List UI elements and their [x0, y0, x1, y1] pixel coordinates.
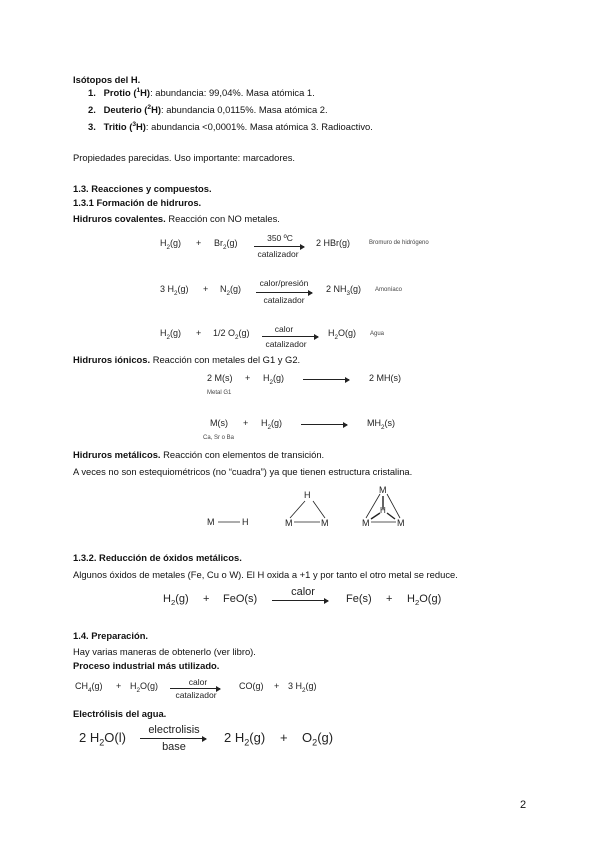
eq3-product: $H_2O(g)$: [328, 328, 357, 341]
eq3-product-name: Agua: [370, 331, 385, 337]
eq5-plus: +: [243, 418, 249, 428]
structure2-m-right: M: [321, 518, 329, 528]
eq8-product-h2: 2 $H_2(g)$: [224, 730, 266, 748]
eq2-condition-bottom: catalizador: [263, 295, 305, 305]
eq4-note: Metal G1: [207, 390, 232, 396]
eq2-reactant-n2: $N_2(g)$: [220, 284, 242, 297]
eq2-plus: +: [203, 284, 209, 294]
structure1-h: H: [242, 517, 249, 527]
structure3-m-left: M: [362, 518, 370, 528]
eq6-reactant-feo: FeO(s): [223, 593, 258, 605]
structure3-m-top: M: [379, 485, 387, 495]
ionic-line: Hidruros iónicos. Reacción con metales del G1 y G2.: [73, 354, 301, 365]
eq6-plus2: +: [386, 593, 393, 605]
section-1-3-heading: 1.3. Reacciones y compuestos.: [73, 183, 212, 194]
eq2-product: 2 $NH_3(g)$: [326, 284, 362, 297]
structure2-h: H: [304, 490, 311, 500]
eq8-condition-top: electrolisis: [148, 724, 200, 736]
structure3-h-center: H: [380, 506, 386, 515]
eq6-arrow: [272, 600, 328, 601]
isotope-item: 2. Deuterio ($^2$H): abundancia 0,0115%. Masa atómica 2.: [88, 103, 328, 115]
eq3-condition-top: calor: [274, 324, 294, 334]
eq7-plus: +: [116, 681, 122, 691]
eq8-reactant: 2 $H_2O(l)$: [79, 730, 126, 748]
eq5-product: $MH_2(s)$: [367, 418, 396, 431]
eq4-product: 2 MH(s): [369, 373, 401, 383]
isotopes-heading: Isótopos del H.: [73, 74, 141, 85]
eq7-product-h2: 3 $H_2(g)$: [288, 681, 317, 694]
eq5-note: Ca, Sr o Ba: [203, 435, 235, 441]
metallic-line: Hidruros metálicos. Reacción con elementos de transición.: [73, 449, 325, 460]
section-1-3-1-heading: 1.3.1 Formación de hidruros.: [73, 197, 202, 208]
eq7-condition-top: calor: [188, 677, 208, 687]
eq6-reactant-h2: $H_2(g)$: [163, 593, 189, 608]
eq1-product: 2 HBr(g): [316, 238, 351, 248]
eq2-reactant-h2: 3 $H_2(g)$: [160, 284, 189, 297]
eq7-product-co: CO(g): [239, 681, 264, 691]
metallic-line2: A veces no son estequiométricos (no “cuadra”) ya que tienen estructura cristalina.: [73, 466, 413, 477]
eq8-plus: +: [280, 730, 288, 745]
covalent-line: Hidruros covalentes. Reacción con NO metales.: [73, 213, 280, 224]
eq1-reactant-br2: $Br_2(g)$: [214, 238, 238, 251]
electrolysis-heading: Electrólisis del agua.: [73, 708, 167, 719]
eq6-plus: +: [203, 593, 210, 605]
eq1-plus: +: [196, 238, 202, 248]
isotope-item: 1. Protio ($^1$H): abundancia: 99,04%. Masa atómica 1.: [88, 86, 315, 98]
eq3-reactant-o2: 1/2 $O_2(g)$: [213, 328, 250, 341]
section-1-4-heading: 1.4. Preparación.: [73, 630, 149, 641]
structure1-m: M: [207, 517, 215, 527]
eq6-product-fe: Fe(s): [346, 593, 372, 605]
structure2-m-left: M: [285, 518, 293, 528]
eq8-arrow: [140, 738, 206, 739]
eq4-reactant-h2: $H_2(g)$: [263, 373, 285, 386]
eq7-arrow: [170, 688, 220, 689]
section-1-4-text: Hay varias maneras de obtenerlo (ver libro).: [73, 646, 256, 657]
eq6-condition-top: calor: [291, 586, 315, 598]
eq1-condition-bottom: catalizador: [257, 249, 299, 259]
eq6-product-h2o: $H_2O(g)$: [407, 593, 442, 608]
eq5-reactant-m: M(s): [210, 418, 228, 428]
page-number: 2: [520, 799, 527, 811]
eq5-reactant-h2: $H_2(g)$: [261, 418, 283, 431]
eq7-reactant-ch4: $CH_4(g)$: [75, 681, 103, 694]
eq3-plus: +: [196, 328, 202, 338]
eq2-condition-top: calor/presión: [259, 278, 309, 288]
eq7-condition-bottom: catalizador: [175, 690, 217, 700]
isotopes-properties: Propiedades parecidas. Uso importante: marcadores.: [73, 152, 295, 163]
eq4-reactant-m: 2 M(s): [207, 373, 233, 383]
section-1-3-2-text: Algunos óxidos de metales (Fe, Cu o W). El H oxida a +1 y por tanto el otro metal se reduce.: [73, 569, 458, 580]
eq1-condition-top: 350 ºC: [267, 233, 293, 243]
eq4-plus: +: [245, 373, 251, 383]
eq7-plus2: +: [274, 681, 280, 691]
eq2-product-name: Amoníaco: [375, 287, 403, 293]
eq8-product-o2: $O_2(g)$: [302, 730, 334, 748]
eq1-reactant-h2: $H_2(g)$: [160, 238, 182, 251]
section-1-3-2-heading: 1.3.2. Reducción de óxidos metálicos.: [73, 552, 242, 563]
eq7-reactant-h2o: $H_2O(g)$: [130, 681, 159, 694]
eq3-reactant-h2: $H_2(g)$: [160, 328, 182, 341]
structure3-m-right: M: [397, 518, 405, 528]
eq3-condition-bottom: catalizador: [265, 339, 307, 349]
isotope-item: 3. Tritio ($^3$H): abundancia <0,0001%. Masa atómica 3. Radioactivo.: [88, 120, 373, 132]
industrial-process-heading: Proceso industrial más utilizado.: [73, 660, 220, 671]
eq1-product-name: Bromuro de hidrógeno: [369, 240, 429, 246]
eq8-condition-bottom: base: [162, 741, 186, 753]
